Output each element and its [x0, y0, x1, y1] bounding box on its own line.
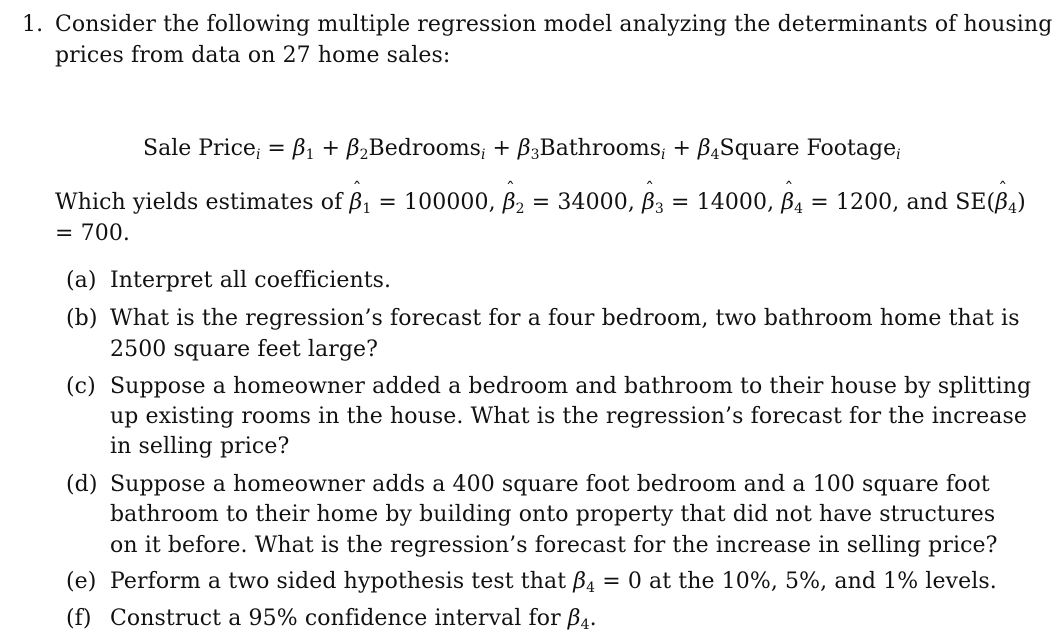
intro-line-1: Consider the following multiple regression model analyzing the determinants of housing [55, 12, 1052, 37]
eq-term-bathrooms: Bathrooms [539, 136, 661, 161]
part-d-line-2: bathroom to their home by building onto property that did not have structures [110, 502, 996, 527]
intro-line-2: prices from data on 27 home sales: [55, 43, 451, 68]
part-c: (c) Suppose a homeowner added a bedroom and bathroom to their house by splitting [66, 374, 1032, 399]
part-e: (e) Perform a two sided hypothesis test that $\beta_4 = 0$ at the 10%, 5%, and 1% levels. [66, 569, 997, 596]
part-c-line-3: in selling price? [110, 434, 290, 459]
eq-term-square-footage: Square Footage [719, 136, 897, 161]
part-d: (d) Suppose a homeowner adds a 400 square foot bedroom and a 100 square foot [66, 472, 990, 497]
part-d-line-3: on it before. What is the regression’s forecast for the increase in selling price? [110, 533, 998, 558]
part-c-line-2: up existing rooms in the house. What is the regression’s forecast for the increase [110, 404, 1027, 429]
part-b: (b) What is the regression’s forecast for a four bedroom, two bathroom home that is [66, 306, 1020, 331]
eq-term-bedrooms: Bedrooms [368, 136, 481, 161]
question-number: 1. [22, 12, 44, 37]
part-f: (f) Construct a 95% confidence interval for $\beta_4$. [66, 606, 597, 633]
part-b-line-2: 2500 square feet large? [110, 337, 379, 362]
regression-equation: Sale Price$_i$ = $\beta_1$ + $\beta_2Bedrooms_i$ + $\beta_3Bathrooms_i$ + $\beta_4Square$ Footage$_i$ [143, 136, 901, 163]
estimates-line-1: Which yields estimates of ˆ $\beta_1 = 100000$, ˆ $\beta_2 = 34000$, ˆ $\beta_3 = 14000$, ˆ $\beta_4 = 1200$, and SE(ˆ $\beta_4$) [55, 188, 1026, 218]
estimates-line-2: = 700. [55, 221, 131, 246]
part-a: (a) Interpret all coefficients. [66, 268, 392, 293]
eq-lhs: Sale Price [143, 136, 256, 161]
